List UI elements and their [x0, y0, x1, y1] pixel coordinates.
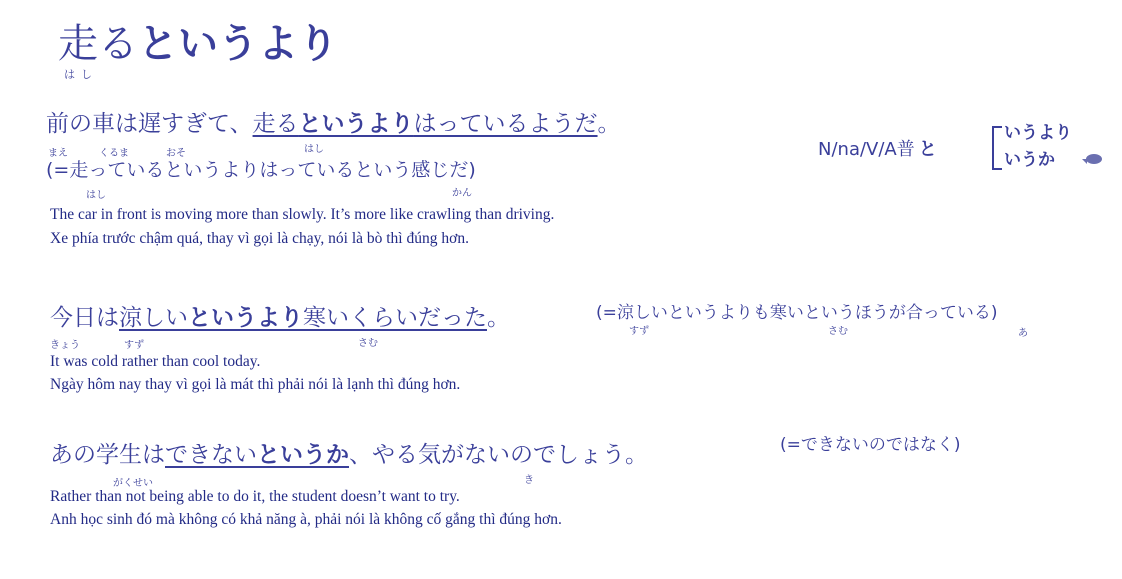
furigana-suzu: すず	[124, 340, 145, 351]
pattern-option-iuka: いうか	[1004, 150, 1055, 170]
example1-vietnamese: Xe phía trước chậm quá, thay vì gọi là chạy, nói là bò thì đúng hơn.	[50, 230, 469, 247]
example3-verb: できない	[165, 442, 257, 468]
example1-paraphrase: (=走っているというよりはっているという感じだ)	[46, 159, 476, 181]
furigana-ki: き	[524, 475, 534, 486]
example1-english: The car in front is moving more than slowly. It’s more like crawling than driving.	[50, 206, 555, 223]
pattern-option-iuyori: いうより	[1004, 123, 1072, 143]
example3-paraphrase: (=できないのではなく)	[780, 435, 961, 455]
example2-pre: 今日は	[50, 305, 119, 331]
speech-bubble-icon	[1086, 154, 1102, 164]
example3-rest: 、やる気がないのでしょう。	[349, 442, 648, 468]
pattern-particle: と	[918, 139, 937, 160]
furigana-mae: まえ	[48, 148, 68, 159]
example2-adjective: 涼しい	[119, 305, 188, 331]
example3-pre: あの学生は	[50, 442, 165, 468]
furigana-hashi: はし	[304, 144, 324, 155]
furigana-gakusei: がくせい	[113, 478, 153, 489]
grammar-title	[58, 20, 338, 68]
example2-grammar: というより	[188, 305, 303, 331]
furigana-suzu-2: すず	[629, 326, 650, 337]
pattern-forms: N/na/V/A普	[818, 139, 915, 160]
example2-underlined	[119, 305, 487, 331]
furigana-kan: かん	[452, 188, 472, 199]
example2-vietnamese: Ngày hôm nay thay vì gọi là mát thì phải nói là lạnh thì đúng hơn.	[50, 376, 461, 393]
furigana-oso: おそ	[166, 148, 186, 159]
example2-tail: 寒いくらいだった	[303, 305, 487, 331]
example1-tail: はっているようだ	[413, 111, 598, 137]
example2-paraphrase: (=涼しいというよりも寒いというほうが合っている)	[596, 303, 998, 323]
example1-grammar: というより	[298, 111, 414, 137]
furigana-kuruma: くるま	[99, 148, 129, 159]
example2-english: It was cold rather than cool today.	[50, 353, 261, 370]
pattern-bracket	[992, 126, 1002, 170]
title-furigana: はし	[64, 68, 98, 81]
example3-grammar: というか	[257, 442, 349, 468]
example1-sentence	[46, 110, 621, 138]
example1-verb: 走る	[252, 111, 299, 137]
title-plain: 走る	[58, 21, 138, 67]
example3-english: Rather than not being able to do it, the student doesn’t want to try.	[50, 488, 460, 505]
example3-sentence	[50, 441, 648, 469]
example2-period: 。	[487, 305, 510, 331]
example1-pre: 前の車は遅すぎて、	[46, 111, 253, 137]
grammar-pattern	[818, 118, 1108, 178]
furigana-a: あ	[1018, 328, 1028, 339]
example2-sentence	[50, 304, 510, 332]
furigana-samu-2: さむ	[828, 326, 848, 337]
example3-underlined	[165, 442, 349, 468]
example1-period: 。	[597, 111, 621, 137]
furigana-samu: さむ	[358, 338, 378, 349]
furigana-hashi-2: はし	[86, 190, 106, 201]
example1-underlined	[253, 111, 598, 137]
pattern-formula	[818, 135, 937, 161]
example3-vietnamese: Anh học sinh đó mà không có khả năng à, phải nói là không cố gắng thì đúng hơn.	[50, 511, 562, 528]
furigana-kyou: きょう	[50, 340, 80, 351]
title-bold: というより	[138, 21, 338, 67]
